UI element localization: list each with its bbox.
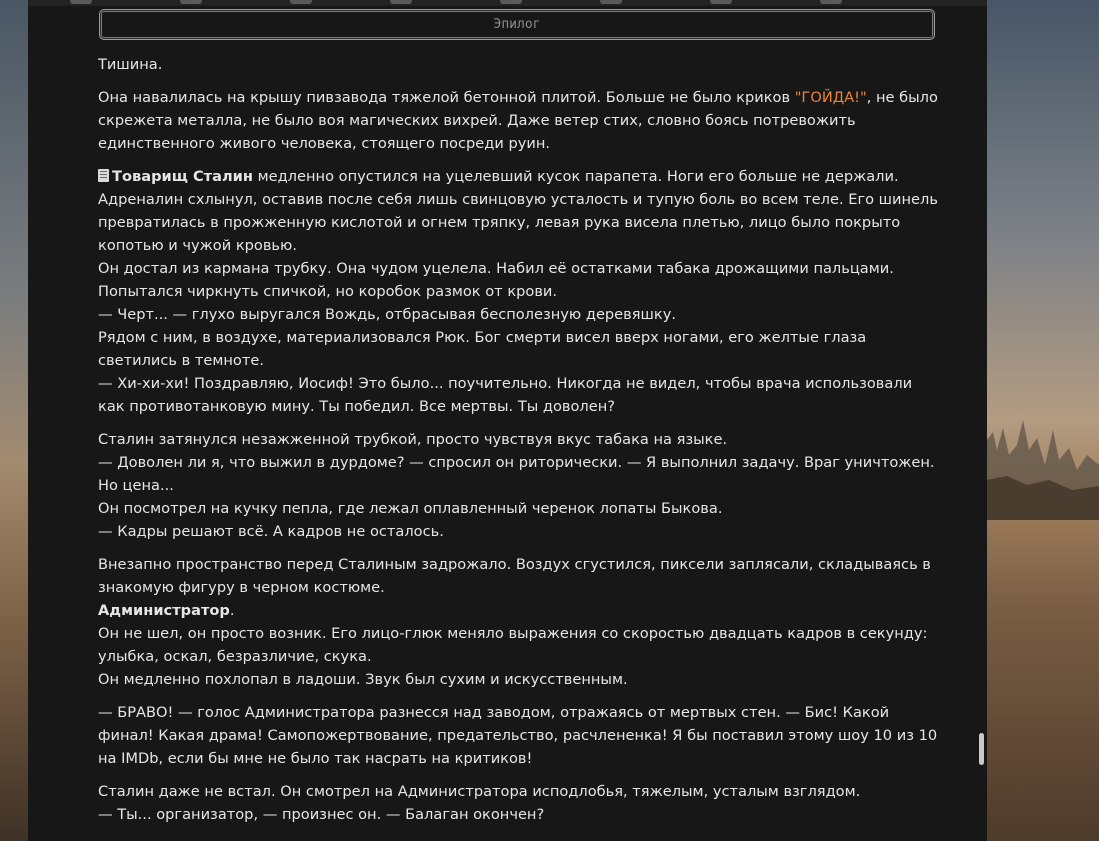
chapter-header[interactable] (99, 9, 935, 40)
paragraph-3 (98, 165, 940, 418)
line: Сталин даже не встал. Он смотрел на Администратора исподлобья, тяжелым, усталым взглядом. (98, 783, 861, 800)
text-span: , не было скрежета металла, не было воя магических вихрей. Даже ветер стих, словно боясь потревожить единственного живого человека, стоящего посреди руин. (98, 89, 938, 152)
text-span: медленно опустился на уцелевший кусок парапета. Ноги его больше не держали. Адреналин схлынул, оставив после себя лишь свинцовую усталость и тупую боль во всем теле. Его шинель превратилась в прожженную кислотой и огнем тряпку, левая рука висела плетью, лицо было покрыто копотью и чужой кровью. (98, 168, 938, 254)
toolbar-icon[interactable] (710, 0, 732, 4)
toolbar-icon[interactable] (290, 0, 312, 4)
line: — Доволен ли я, что выжил в дурдоме? — спросил он риторически. — Я выполнил задачу. Враг уничтожен. Но цена... (98, 454, 935, 494)
line (98, 599, 940, 622)
line: — Черт... — глухо выругался Вождь, отбрасывая бесполезную деревяшку. (98, 306, 676, 323)
line: Он медленно похлопал в ладоши. Звук был сухим и искусственным. (98, 671, 628, 688)
story-text (98, 53, 940, 836)
line: Рядом с ним, в воздухе, материализовался Рюк. Бог смерти висел вверх ногами, его желтые глаза светились в темноте. (98, 329, 867, 369)
ruins-silhouette (987, 410, 1099, 520)
paragraph-5 (98, 553, 940, 691)
text-span: . (229, 602, 235, 619)
chapter-title: Эпилог (493, 17, 541, 32)
paragraph-7 (98, 780, 940, 826)
background-left (0, 0, 28, 841)
toolbar-icon[interactable] (600, 0, 622, 4)
book-icon (98, 169, 109, 182)
toolbar-icon[interactable] (390, 0, 412, 4)
line: Внезапно пространство перед Сталиным задрожало. Воздух сгустился, пиксели заплясали, складываясь в знакомую фигуру в черном костюме. (98, 556, 931, 596)
line (98, 165, 940, 257)
paragraph-4 (98, 428, 940, 543)
line: Он достал из кармана трубку. Она чудом уцелела. Набил её остатками табака дрожащими пальцами. Попытался чиркнуть спичкой, но коробок размок от крови. (98, 260, 894, 300)
line: Сталин затянулся незажженной трубкой, просто чувствуя вкус табака на языке. (98, 431, 728, 448)
toolbar-icon[interactable] (180, 0, 202, 4)
scrollbar-thumb[interactable] (979, 733, 984, 765)
character-name: Администратор (98, 602, 230, 619)
line: — Хи-хи-хи! Поздравляю, Иосиф! Это было... поучительно. Никогда не видел, чтобы врача использовали как противотанковую мину. Ты победил. Все мертвы. Ты доволен? (98, 375, 913, 415)
toolbar-icons (60, 0, 960, 4)
toolbar-icon[interactable] (500, 0, 522, 4)
line: Он не шел, он просто возник. Его лицо-глюк меняло выражения со скоростью двадцать кадров в секунду: улыбка, оскал, безразличие, скука. (98, 625, 928, 665)
accent-text: "ГОЙДА!" (794, 89, 867, 106)
toolbar-icon[interactable] (70, 0, 92, 4)
text-span: Она навалилась на крышу пивзавода тяжелой бетонной плитой. Больше не было криков (98, 89, 795, 106)
paragraph-1: Тишина. (98, 56, 163, 73)
line: Он посмотрел на кучку пепла, где лежал оплавленный черенок лопаты Быкова. (98, 500, 723, 517)
character-name: Товарищ Сталин (112, 168, 253, 185)
line: — Кадры решают всё. А кадров не осталось. (98, 523, 444, 540)
paragraph-6: — БРАВО! — голос Администратора разнесся над заводом, отражаясь от мертвых стен. — Бис! Какой финал! Какая драма! Самопожертвование, предательство, расчлененка! Я бы поставил этому шоу 10 из 10 на IMDb, если бы мне не было так насрать на критиков! (98, 704, 938, 767)
line: — Ты... организатор, — произнес он. — Балаган окончен? (98, 806, 545, 823)
toolbar-icon[interactable] (820, 0, 842, 4)
paragraph-2 (98, 86, 940, 155)
